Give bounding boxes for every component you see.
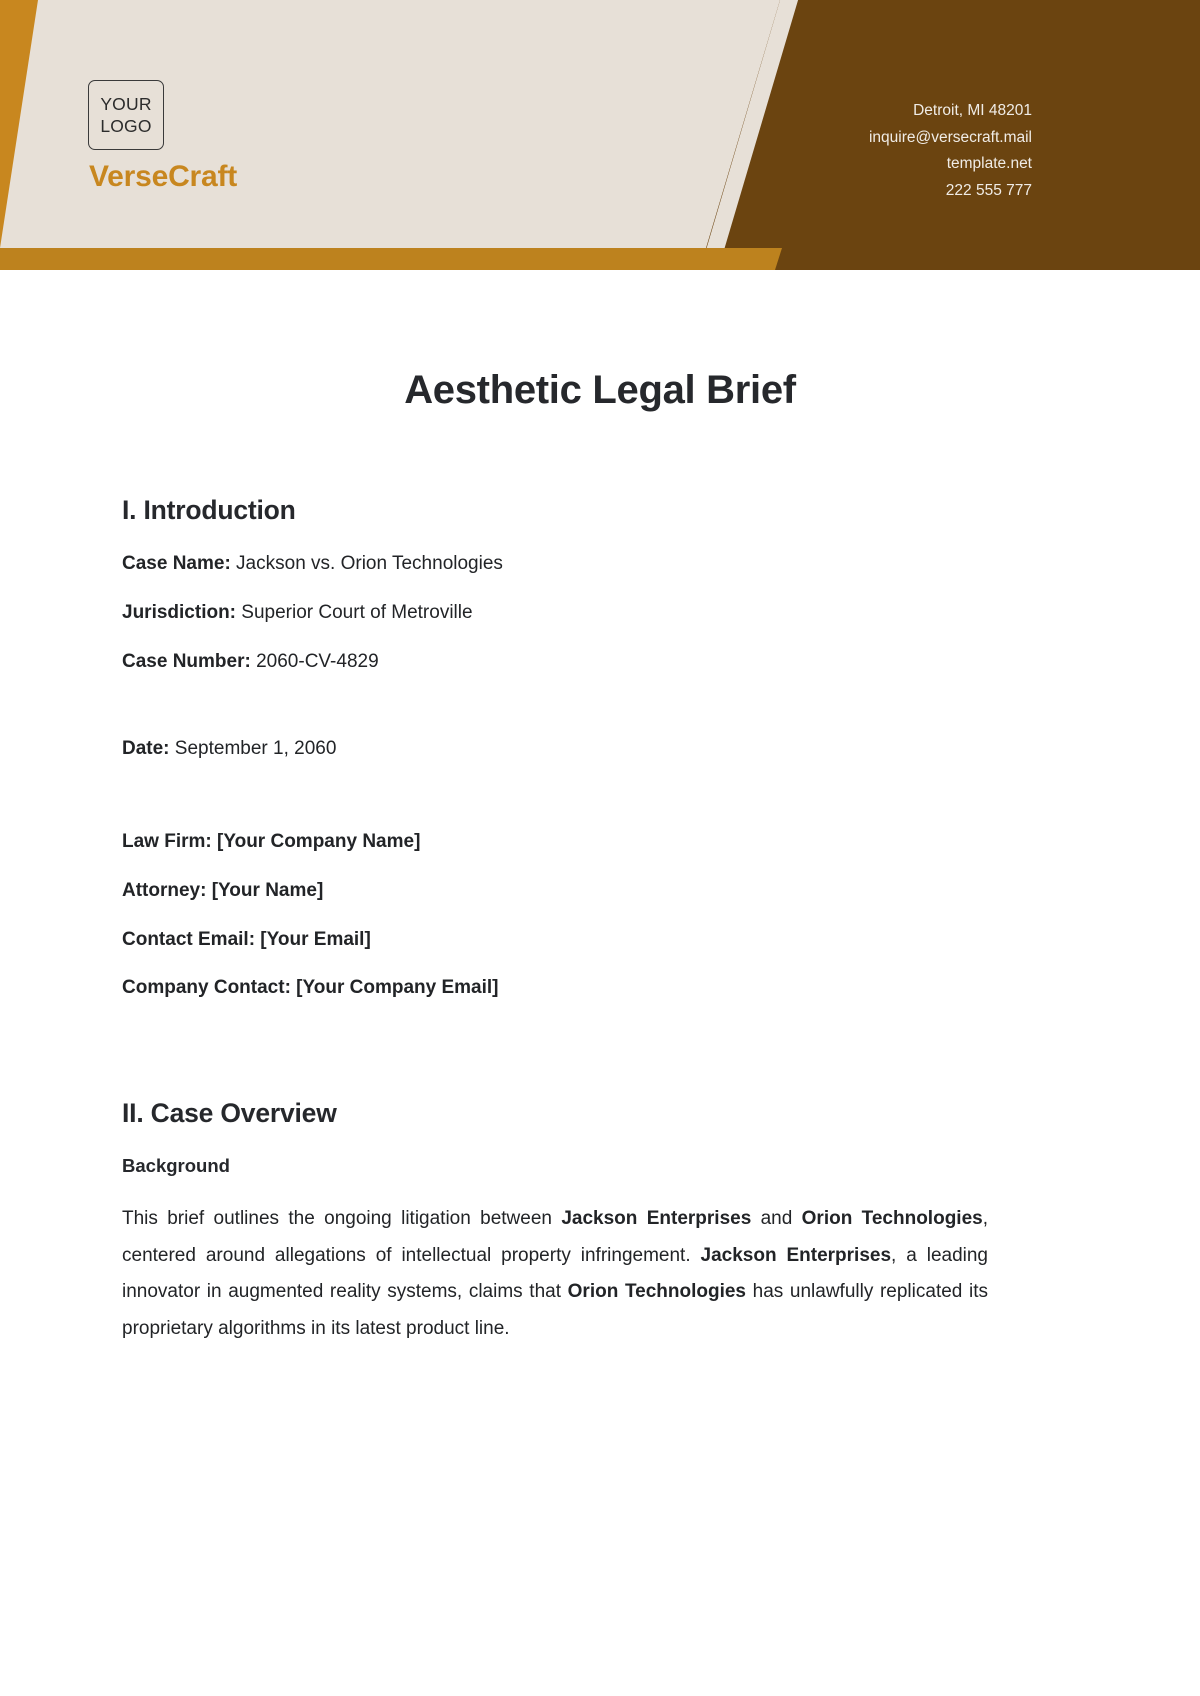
- field-case-name-label: Case Name:: [122, 553, 231, 574]
- paragraph-segment-0: This brief outlines the ongoing litigation between: [122, 1208, 562, 1229]
- field-attorney[interactable]: Attorney: [Your Name]: [122, 879, 324, 901]
- field-company-contact[interactable]: Company Contact: [Your Company Email]: [122, 977, 499, 999]
- paragraph-segment-7: Orion Technologies: [567, 1281, 746, 1303]
- page-header: [0, 0, 1200, 270]
- logo-group: [88, 80, 237, 194]
- field-date-value: September 1, 2060: [169, 738, 337, 760]
- contact-email: inquire@versecraft.mail: [868, 128, 1032, 146]
- field-case-name: [122, 552, 988, 576]
- spacer-before-placeholders: [122, 786, 988, 830]
- paragraph-segment-8: has unlawfully replicated its proprietary algorithms in its latest product line.: [122, 1281, 988, 1339]
- field-jurisdiction: [122, 601, 988, 625]
- logo-placeholder-box[interactable]: [88, 80, 164, 150]
- field-date: [122, 737, 988, 761]
- document-body: [122, 495, 988, 1348]
- section-heading-case-overview: II. Case Overview: [122, 1098, 337, 1128]
- field-jurisdiction-value: Superior Court of Metroville: [236, 601, 473, 623]
- paragraph-segment-5: Jackson Enterprises: [700, 1244, 892, 1266]
- field-law-firm[interactable]: Law Firm: [Your Company Name]: [122, 831, 421, 852]
- logo-line-1: YOUR: [100, 93, 152, 114]
- contact-website: template.net: [946, 155, 1032, 173]
- section-heading-introduction: I. Introduction: [122, 495, 296, 525]
- paragraph-segment-2: and: [751, 1208, 802, 1229]
- logo-line-2: LOGO: [100, 116, 152, 136]
- paragraph-segment-4: , centered around allegations of intellectual property infringement.: [122, 1208, 988, 1266]
- paragraph-segment-6: , a leading innovator in augmented reality systems, claims that: [122, 1244, 989, 1303]
- field-jurisdiction-label: Jurisdiction:: [122, 601, 237, 623]
- field-case-number-value: 2060-CV-4829: [250, 650, 379, 672]
- field-date-label: Date:: [122, 738, 170, 760]
- contact-info-block: [869, 98, 1032, 205]
- field-case-number: [122, 650, 988, 674]
- header-gold-bottom-band: [0, 248, 782, 270]
- contact-address: Detroit, MI 48201: [913, 102, 1032, 119]
- contact-phone: 222 555 777: [945, 181, 1032, 199]
- field-case-number-label: Case Number:: [122, 650, 251, 672]
- document-title: Aesthetic Legal Brief: [404, 368, 796, 412]
- paragraph-segment-1: Jackson Enterprises: [561, 1208, 752, 1229]
- subheading-background: Background: [122, 1155, 230, 1176]
- spacer-before-date: [122, 698, 988, 737]
- field-contact-email[interactable]: Contact Email: [Your Email]: [122, 928, 371, 950]
- spacer-before-section-two: [122, 1025, 988, 1098]
- paragraph-segment-3: Orion Technologies: [801, 1208, 983, 1229]
- brand-name: VerseCraft: [89, 160, 238, 193]
- paragraph-background: [122, 1201, 988, 1348]
- field-case-name-value: Jackson vs. Orion Technologies: [230, 553, 503, 574]
